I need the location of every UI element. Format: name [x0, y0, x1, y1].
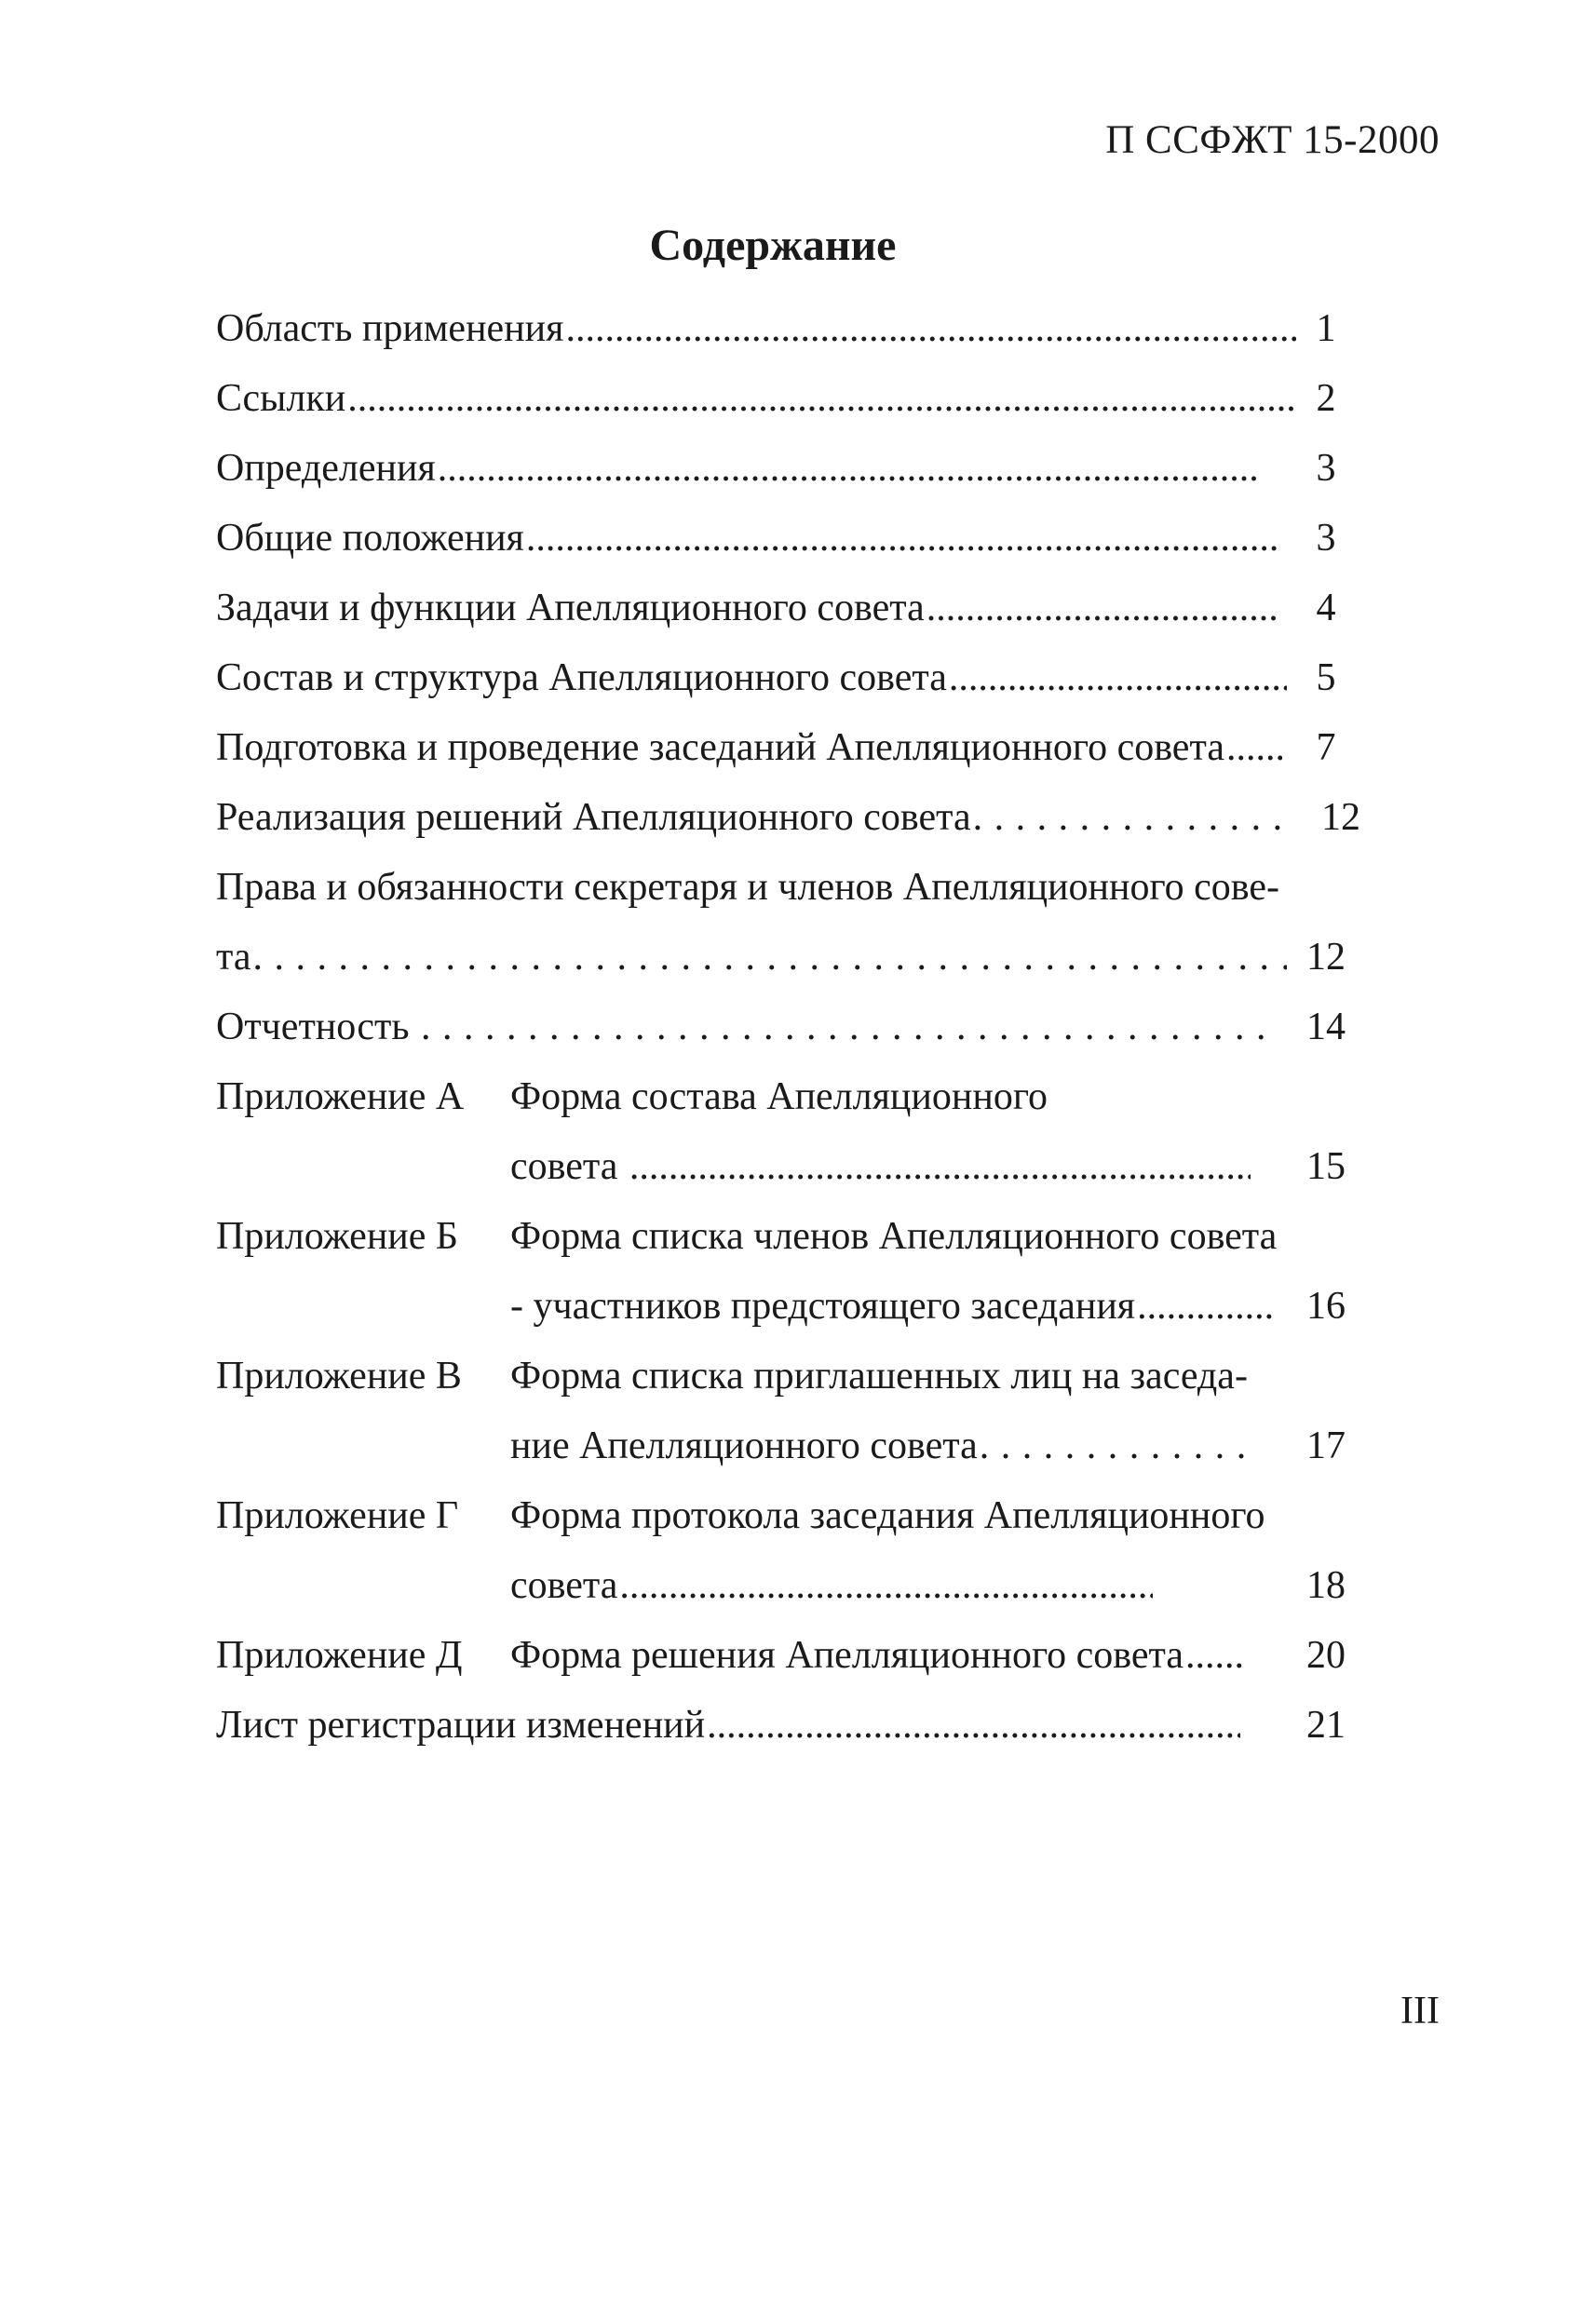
appendix-title-line1: Форма протокола заседания Апелляционного: [510, 1494, 1265, 1537]
toc-page: 5: [1316, 656, 1336, 699]
toc-page: 3: [1316, 517, 1336, 560]
appendix-label: Приложение Б: [216, 1215, 459, 1258]
appendix-title-line2: ние Апелляционного совета . . .: [510, 1411, 1255, 1480]
appendix-title-line2: совета .....: [510, 1132, 1251, 1201]
appendix-title-line1: Форма списка членов Апелляционного совета: [510, 1215, 1278, 1258]
appendix-title-line2: - участников предстоящего заседания .....: [510, 1272, 1274, 1341]
appendix-label: Приложение Г: [216, 1494, 459, 1537]
toc-page: 4: [1316, 587, 1336, 629]
toc-page: 1: [1316, 307, 1336, 350]
toc-title: Ссылки .....: [216, 364, 1296, 433]
toc-title: Область применения .....: [216, 294, 1296, 363]
toc-title: Определения .....: [216, 434, 1259, 503]
toc-title: Состав и структура Апелляционного совета .....: [216, 643, 1287, 712]
appendix-title: Форма решения Апелляционного совета .....: [510, 1621, 1246, 1690]
toc-page: 7: [1316, 726, 1336, 769]
toc-title: Реализация решений Апелляционного совета . . .: [216, 783, 1287, 852]
toc-page: 12: [1306, 936, 1346, 979]
page-title: Содержание: [649, 221, 897, 270]
toc-title: Подготовка и проведение заседаний Апелляционного совета .....: [216, 713, 1282, 782]
toc-title: Отчетность . . .: [216, 992, 1264, 1061]
appendix-title-line1: Форма состава Апелляционного: [510, 1075, 1048, 1118]
toc-title-line2: та . . .: [216, 923, 1287, 992]
toc-page: 12: [1321, 796, 1360, 839]
toc-page: 14: [1306, 1006, 1346, 1048]
appendix-page: 15: [1306, 1145, 1346, 1188]
registration-sheet-title: Лист регистрации изменений .....: [216, 1691, 1240, 1760]
appendix-page: 16: [1306, 1285, 1346, 1328]
appendix-label: Приложение А: [216, 1075, 465, 1118]
appendix-page: 18: [1306, 1564, 1346, 1607]
appendix-label: Приложение В: [216, 1355, 462, 1398]
appendix-title-line2: совета .....: [510, 1551, 1153, 1620]
appendix-page: 20: [1306, 1634, 1346, 1677]
toc-title: Задачи и функции Апелляционного совета .....: [216, 574, 1278, 642]
toc-title: Общие положения .....: [216, 504, 1278, 573]
toc-title-line1: Права и обязанности секретаря и членов Апелляционного сове-: [216, 866, 1280, 909]
toc-page: 2: [1316, 377, 1336, 420]
page-number: III: [1400, 1990, 1440, 2032]
document-code: П ССФЖТ 15-2000: [1105, 118, 1440, 162]
toc-page: 3: [1316, 447, 1336, 490]
appendix-page: 17: [1306, 1425, 1346, 1467]
registration-sheet-page: 21: [1306, 1704, 1346, 1747]
appendix-title-line1: Форма списка приглашенных лиц на заседа-: [510, 1355, 1248, 1398]
appendix-label: Приложение Д: [216, 1634, 463, 1677]
